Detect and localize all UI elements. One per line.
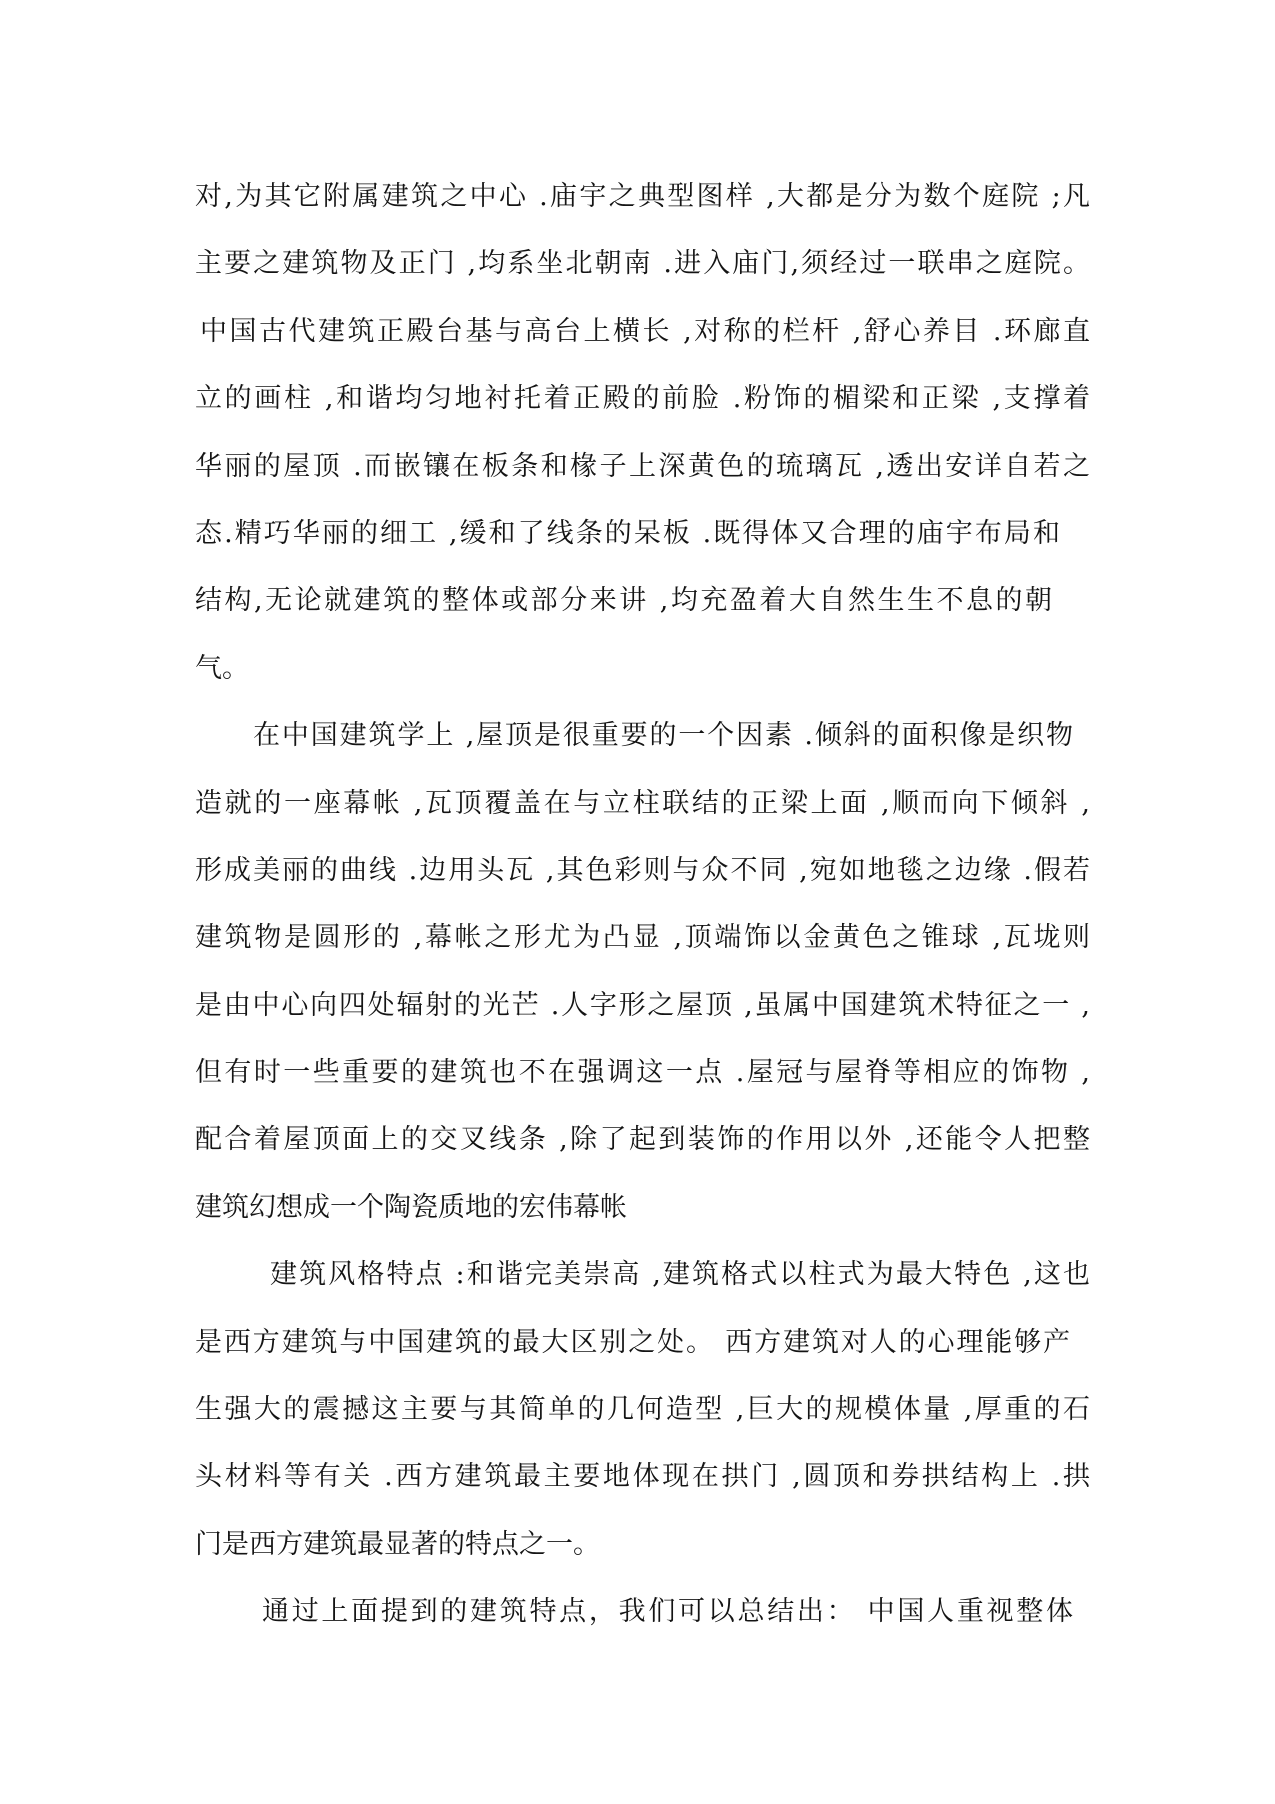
text-line: 结构,无论就建筑的整体或部分来讲 ,均充盈着大自然生生不息的朝 bbox=[195, 585, 1052, 617]
body-text bbox=[195, 163, 1090, 1646]
text-line: 对,为其它附属建筑之中心 .庙宇之典型图样 ,大都是分为数个庭院 ;凡 bbox=[195, 181, 1090, 212]
text-line: 态.精巧华丽的细工 ,缓和了线条的呆板 .既得体又合理的庙宇布局和 bbox=[195, 517, 1060, 549]
text-line: 华丽的屋顶 .而嵌镶在板条和椽子上深黄色的琉璃瓦 ,透出安详自若之 bbox=[195, 450, 1090, 482]
text-line: 生强大的震撼这主要与其简单的几何造型 ,巨大的规模体量 ,厚重的石 bbox=[195, 1394, 1090, 1426]
paragraph-western-style bbox=[195, 1241, 1090, 1578]
text-line: 但有时一些重要的建筑也不在强调这一点 .屋冠与屋脊等相应的饰物 , bbox=[195, 1057, 1090, 1089]
paragraph-summary bbox=[195, 1578, 1090, 1645]
text-line: 是西方建筑与中国建筑的最大区别之处。 西方建筑对人的心理能够产 bbox=[195, 1326, 1070, 1358]
text-line: 中国古代建筑正殿台基与高台上横长 ,对称的栏杆 ,舒心养目 .环廊直 bbox=[200, 315, 1090, 347]
text-line: 建筑幻想成一个陶瓷质地的宏伟幕帐 bbox=[195, 1191, 627, 1223]
paragraph-temple-layout bbox=[195, 163, 1090, 702]
text-line: 主要之建筑物及正门 ,均系坐北朝南 .进入庙门,须经过一联串之庭院。 bbox=[195, 248, 1090, 280]
text-line: 形成美丽的曲线 .边用头瓦 ,其色彩则与众不同 ,宛如地毯之边缘 .假若 bbox=[195, 854, 1090, 886]
text-line: 建筑物是圆形的 ,幕帐之形尤为凸显 ,顶端饰以金黄色之锥球 ,瓦垅则 bbox=[195, 922, 1090, 954]
text-line: 在中国建筑学上 ,屋顶是很重要的一个因素 .倾斜的面积像是织物 bbox=[253, 720, 1073, 752]
paragraph-roof bbox=[195, 702, 1090, 1241]
text-line: 是由中心向四处辐射的光芒 .人字形之屋顶 ,虽属中国建筑术特征之一 , bbox=[195, 989, 1090, 1021]
text-line: 通过上面提到的建筑特点，我们可以总结出： 中国人重视整体 bbox=[262, 1596, 1073, 1628]
text-line: 气。 bbox=[195, 652, 249, 684]
text-line: 头材料等有关 .西方建筑最主要地体现在拱门 ,圆顶和券拱结构上 .拱 bbox=[195, 1461, 1090, 1493]
text-line: 门是西方建筑最显著的特点之一。 bbox=[195, 1528, 600, 1560]
text-line: 建筑风格特点 :和谐完美崇高 ,建筑格式以柱式为最大特色 ,这也 bbox=[270, 1259, 1090, 1291]
text-line: 造就的一座幕帐 ,瓦顶覆盖在与立柱联结的正梁上面 ,顺而向下倾斜 , bbox=[195, 787, 1090, 819]
text-line: 立的画柱 ,和谐均匀地衬托着正殿的前脸 .粉饰的楣梁和正梁 ,支撑着 bbox=[195, 383, 1090, 415]
text-line: 配合着屋顶面上的交叉线条 ,除了起到装饰的作用以外 ,还能令人把整 bbox=[195, 1124, 1090, 1156]
